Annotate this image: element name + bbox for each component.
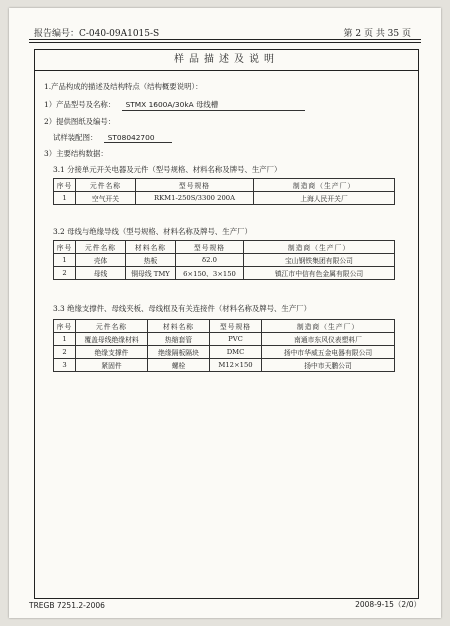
report-page <box>9 8 441 618</box>
table-cell: δ2.0 <box>176 254 244 267</box>
table-header: 序号 <box>54 179 76 192</box>
table-cell: 覆盖母线绝缘材料 <box>76 333 148 346</box>
report-number: 报告编号：C-040-09A1015-S <box>34 29 160 39</box>
table-header: 型号规格 <box>210 320 262 333</box>
table-header: 型号规格 <box>136 179 254 192</box>
table-row <box>54 267 395 280</box>
table-header-row <box>54 179 395 192</box>
table-cell: 宝山钢铁集团有限公司 <box>244 254 395 267</box>
table-header: 制造商（生产厂） <box>244 241 395 254</box>
table-header: 元件名称 <box>76 320 148 333</box>
busbar-table <box>53 240 395 280</box>
table-header-row <box>54 241 395 254</box>
table-cell: 上海人民开关厂 <box>254 192 395 205</box>
table-row <box>54 254 395 267</box>
footer-standard: TREGB 7251.2-2006 <box>29 601 105 610</box>
product-model-value: STMX 1600A/30kA 母线槽 <box>122 99 305 111</box>
table-header: 制造商（生产厂） <box>262 320 395 333</box>
table-cell: 壳体 <box>76 254 126 267</box>
table-row <box>54 359 395 372</box>
table-header: 序号 <box>54 320 76 333</box>
table-cell: RKM1-250S/3300 200A <box>136 192 254 205</box>
table-row <box>54 192 395 205</box>
table-cell: 镇江市中信有色金属有限公司 <box>244 267 395 280</box>
table-cell: 母线 <box>76 267 126 280</box>
product-model-label: 1）产品型号及名称： <box>44 100 116 109</box>
table-cell: 扬中市华威五金电器有限公司 <box>262 346 395 359</box>
table-cell: 3 <box>54 359 76 372</box>
assembly-drawing-label: 试样装配图： <box>53 133 98 142</box>
table-2-title: 3.2 母线与绝缘导线（型号规格、材料名称及牌号、生产厂） <box>53 227 252 236</box>
table-cell: 6×150、3×150 <box>176 267 244 280</box>
header-rule <box>29 39 421 40</box>
assembly-drawing-value: ST08042700 <box>104 133 172 143</box>
table-cell: 2 <box>54 346 76 359</box>
table-header: 材料名称 <box>126 241 176 254</box>
table-cell: 扬中市天鹏公司 <box>262 359 395 372</box>
header-rule-double <box>29 42 421 43</box>
table-cell: 热缩套管 <box>148 333 210 346</box>
table-header-row <box>54 320 395 333</box>
table-header: 元件名称 <box>76 179 136 192</box>
table-cell: 1 <box>54 192 76 205</box>
table-cell: 南通市东风仪表塑料厂 <box>262 333 395 346</box>
table-cell: 螺栓 <box>148 359 210 372</box>
table-cell: 铜母线 TMY <box>126 267 176 280</box>
table-cell: 空气开关 <box>76 192 136 205</box>
drawings-heading: 2）提供图纸及编号： <box>44 117 116 126</box>
table-cell: PVC <box>210 333 262 346</box>
table-header: 材料名称 <box>148 320 210 333</box>
page-info: 第 2 页 共 35 页 <box>343 29 411 39</box>
structure-data-heading: 3）主要结构数据： <box>44 149 108 158</box>
table-cell: 2 <box>54 267 76 280</box>
table-row <box>54 333 395 346</box>
footer-date: 2008-9-15（2/0） <box>355 600 421 609</box>
content-frame <box>34 49 419 599</box>
table-cell: DMC <box>210 346 262 359</box>
table-header: 型号规格 <box>176 241 244 254</box>
table-cell: 1 <box>54 254 76 267</box>
table-header: 元件名称 <box>76 241 126 254</box>
table-cell: 1 <box>54 333 76 346</box>
insulation-table <box>53 319 395 372</box>
switchgear-table <box>53 178 395 205</box>
table-header: 制造商（生产厂） <box>254 179 395 192</box>
table-cell: 绝缘支撑件 <box>76 346 148 359</box>
assembly-drawing-row <box>53 132 172 143</box>
table-header: 序号 <box>54 241 76 254</box>
table-cell: 热板 <box>126 254 176 267</box>
table-3-title: 3.3 绝缘支撑件、母线夹板、母线框及有关连接件（材料名称及牌号、生产厂） <box>53 304 311 313</box>
table-cell: 紧固件 <box>76 359 148 372</box>
section-1-heading: 1.产品构成的描述及结构特点（结构概要说明）： <box>44 82 203 91</box>
product-model-row <box>44 99 305 111</box>
table-row <box>54 346 395 359</box>
table-1-title: 3.1 分接单元开关电器及元件（型号规格、材料名称及牌号、生产厂） <box>53 165 282 174</box>
table-cell: 绝缘隔板隔块 <box>148 346 210 359</box>
page-title: 样品描述及说明 <box>35 50 418 71</box>
table-cell: M12×150 <box>210 359 262 372</box>
